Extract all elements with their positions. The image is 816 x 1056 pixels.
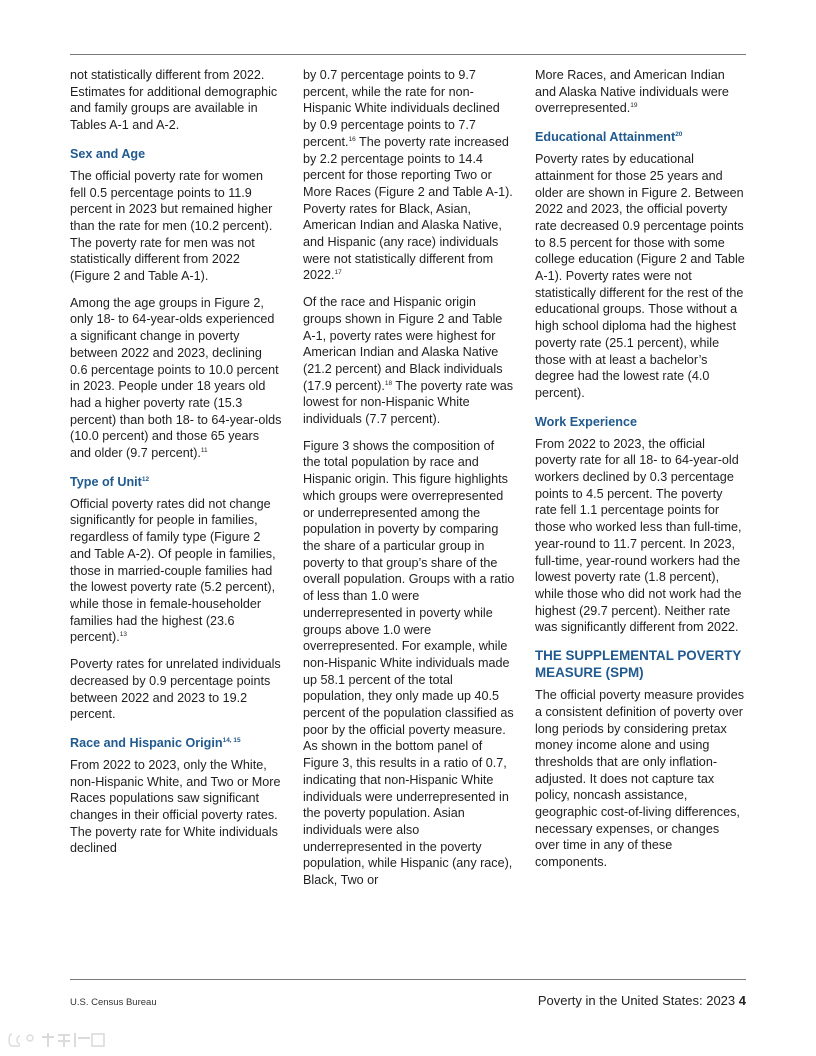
footnote-ref-20[interactable]: 20: [675, 131, 683, 139]
paragraph-work: From 2022 to 2023, the official poverty rate for all 18- to 64-year-old workers declined by 0.3 percentage points to 4.5 percent. The poverty rate fell 1.1 percentage points for those who worked less than full-time, year-round to 11.7 percent. In 2023, full-time, year-round workers had the lowest poverty rate (1.8 percent), while those who did not work had the highest (29.7 percent). Neither rate was significantly different from 2022.: [535, 436, 742, 635]
heading-edu-text: Educational Attainment: [535, 130, 676, 145]
footer-rule: [70, 979, 746, 980]
footnote-ref-12[interactable]: 12: [141, 475, 150, 483]
paragraph-race-cont-a: by 0.7 percentage points to 9.7 percent, while the rate for non-Hispanic White individuals declined by 0.9 percentage points to 7.7 percent.: [303, 68, 500, 149]
column-3: [535, 67, 747, 881]
paragraph-origin-b: The poverty rate was lowest for non-Hispanic White individuals (7.7 percent).: [303, 378, 514, 427]
paragraph-origin-a: Of the race and Hispanic origin groups shown in Figure 2 and Table A-1, poverty rates were highest for American Indian and Alaska Native (21.2 percent) and Black individuals (17.9 percent).: [303, 295, 503, 393]
watermark-logo: [6, 1030, 110, 1050]
paragraph-figure-3: Figure 3 shows the composition of the total population by race and Hispanic origin. This figure highlights which groups were overrepresented or underrepresented among the population in poverty by comparing the share of a particular group in poverty to that group’s share of the overall population. Groups with a ratio of less than 1.0 were underrepresented in poverty while groups above 1.0 were overrepresented. For example, while non-Hispanic White individuals made up 58.1 percent of the total population, they only made up 40.5 percent of the population classified as poor by the official poverty measure. As shown in the bottom panel of Figure 3, this results in a ratio of 0.7, indicating that non-Hispanic White individuals were underrepresented in the poverty population. Asian individuals were also underrepresented in the poverty population, while Hispanic (any race), Black, Two or: [303, 438, 515, 888]
paragraph-intro-continued: not statistically different from 2022. Estimates for additional demographic and family groups are available in Tables A-1 and A-2.: [70, 68, 278, 133]
paragraph-race-cont-b: The poverty rate increased by 2.2 percentage points to 14.4 percent for those reporting Two or More Races (Figure 2 and Table A-1). Poverty rates for Black, Asian, American Indian and Alaska Native, and Hispanic (any race) individuals were not statistically different from 2022.: [303, 134, 513, 283]
paragraph-race: From 2022 to 2023, only the White, non-Hispanic White, and Two or More Races populations saw significant changes in their official poverty rates. The poverty rate for White individuals declined: [70, 757, 281, 856]
heading-race-text: Race and Hispanic Origin: [70, 735, 223, 750]
paragraph-age-text: Among the age groups in Figure 2, only 18- to 64-year-olds experienced a significant change in poverty between 2022 and 2023, declining 0.6 percentage points to 10.0 percent in 2023. People under 18 years old had a higher poverty rate (15.3 percent) than both 18- to 64-year-olds (10.0 percent) and those 65 years and older (9.7 percent).: [70, 295, 282, 461]
heading-sex-and-age: Sex and Age: [70, 146, 146, 161]
column-2: [303, 67, 515, 899]
footnote-ref-14-15[interactable]: 14, 15: [222, 736, 241, 744]
paragraph-age: [70, 295, 282, 462]
column-1: [70, 67, 282, 867]
heading-spm: THE SUPPLEMENTAL POVERTY MEASURE (SPM): [535, 648, 742, 680]
paragraph-race-continued: [303, 67, 515, 284]
footer-report-title: Poverty in the United States: 2023: [537, 993, 736, 1008]
footnote-ref-11[interactable]: 11: [200, 447, 208, 455]
paragraph-education: Poverty rates by educational attainment for those 25 years and older are shown in Figure 2. Between 2022 and 2023, the official poverty rate decreased 0.9 percentage points to 8.5 percent for those with some college education (Figure 2 and Table A-1). Poverty rates were not statistically different for the rest of the educational groups. Those without a high school diploma had the highest poverty rate (25.1 percent), while those with at least a bachelor’s degree had the lowest rate (4.0 percent).: [535, 152, 745, 400]
paragraph-origin: [303, 294, 515, 428]
footnote-ref-16[interactable]: 16: [348, 135, 356, 143]
footer-title-page: [538, 993, 746, 1008]
footnote-ref-19[interactable]: 19: [630, 102, 638, 110]
footnote-ref-17[interactable]: 17: [334, 269, 342, 277]
paragraph-unit-text: Official poverty rates did not change significantly for people in families, regardless of family type (Figure 2 and Table A-2). Of people in families, those in married-couple families had the lowest poverty rate (5.2 percent), while those in female-householder families had the highest (23.6 percent).: [70, 496, 276, 645]
heading-type-of-unit-text: Type of Unit: [70, 474, 142, 489]
header-rule: [70, 54, 746, 55]
paragraph-overrepresented-text: More Races, and American Indian and Alaska Native individuals were overrepresented.: [535, 68, 729, 116]
heading-work-experience: Work Experience: [535, 414, 637, 429]
heading-type-of-unit: [70, 474, 282, 490]
heading-educational-attainment: [535, 129, 747, 145]
page-number: 4: [738, 993, 746, 1008]
footnote-ref-18[interactable]: 18: [384, 379, 393, 387]
footnote-ref-13[interactable]: 13: [119, 631, 127, 639]
paragraph-spm: The official poverty measure provides a consistent definition of poverty over long periods by considering pretax money income alone and using thresholds that are only inflation-adjusted. It does not capture tax policy, noncash assistance, geographic cost-of-living differences, necessary expenses, or changes over time in any of these components.: [535, 688, 745, 870]
paragraph-overrepresented: [535, 67, 747, 117]
paragraph-unrelated: Poverty rates for unrelated individuals decreased by 0.9 percentage points between 2022 and 2023 to 19.2 percent.: [70, 657, 281, 722]
heading-race-hispanic-origin: [70, 735, 282, 751]
footer-publisher: U.S. Census Bureau: [70, 997, 157, 1008]
paragraph-unit: [70, 496, 282, 646]
paragraph-sex: The official poverty rate for women fell 0.5 percentage points to 11.9 percent in 2023 but remained higher than the rate for men (10.2 percent). The poverty rate for men was not statistically different from 2022 (Figure 2 and Table A-1).: [70, 168, 273, 284]
